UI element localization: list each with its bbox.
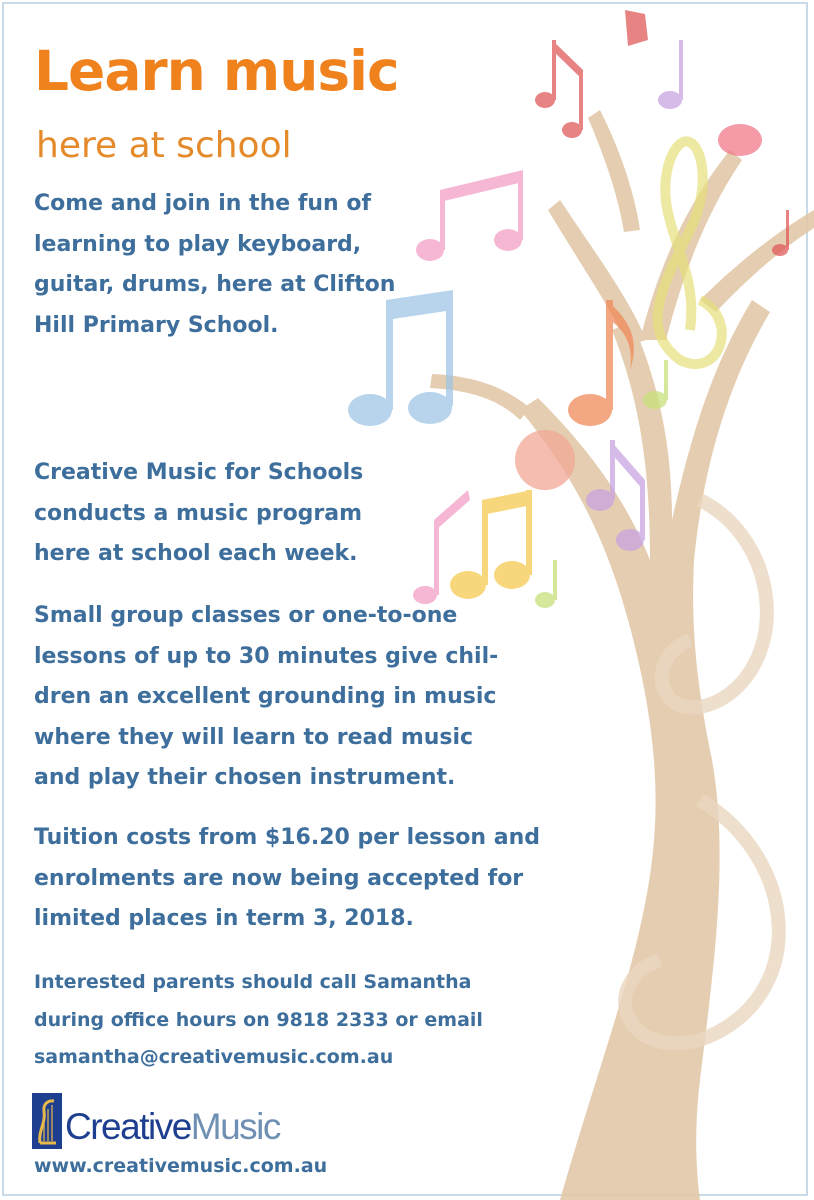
- harp-logo-icon: [32, 1093, 62, 1149]
- creative-music-logo: [32, 1093, 292, 1149]
- program-paragraph: Creative Music for Schools conducts a music program here at school each week.: [34, 460, 364, 566]
- page-subtitle: here at school: [36, 125, 292, 166]
- logo-word-music: Music: [190, 1106, 280, 1147]
- page-title: Learn music: [34, 39, 399, 103]
- lessons-paragraph: Small group classes or one-to-one lessons of up to 30 minutes give chil- dren an excellent grounding in music where they will learn to read music and play their chosen instrument.: [34, 603, 499, 790]
- intro-paragraph: Come and join in the fun of learning to play keyboard, guitar, drums, here at Clifton Hill Primary School.: [34, 191, 396, 338]
- logo-wordmark: [65, 1108, 280, 1145]
- tuition-paragraph: Tuition costs from $16.20 per lesson and enrolments are now being accepted for limited places in term 3, 2018.: [34, 825, 540, 931]
- logo-word-creative: Creative: [65, 1106, 191, 1147]
- contact-paragraph: Interested parents should call Samantha during office hours on 9818 2333 or email samantha@creativemusic.com.au: [34, 971, 483, 1068]
- website-url: www.creativemusic.com.au: [34, 1155, 328, 1177]
